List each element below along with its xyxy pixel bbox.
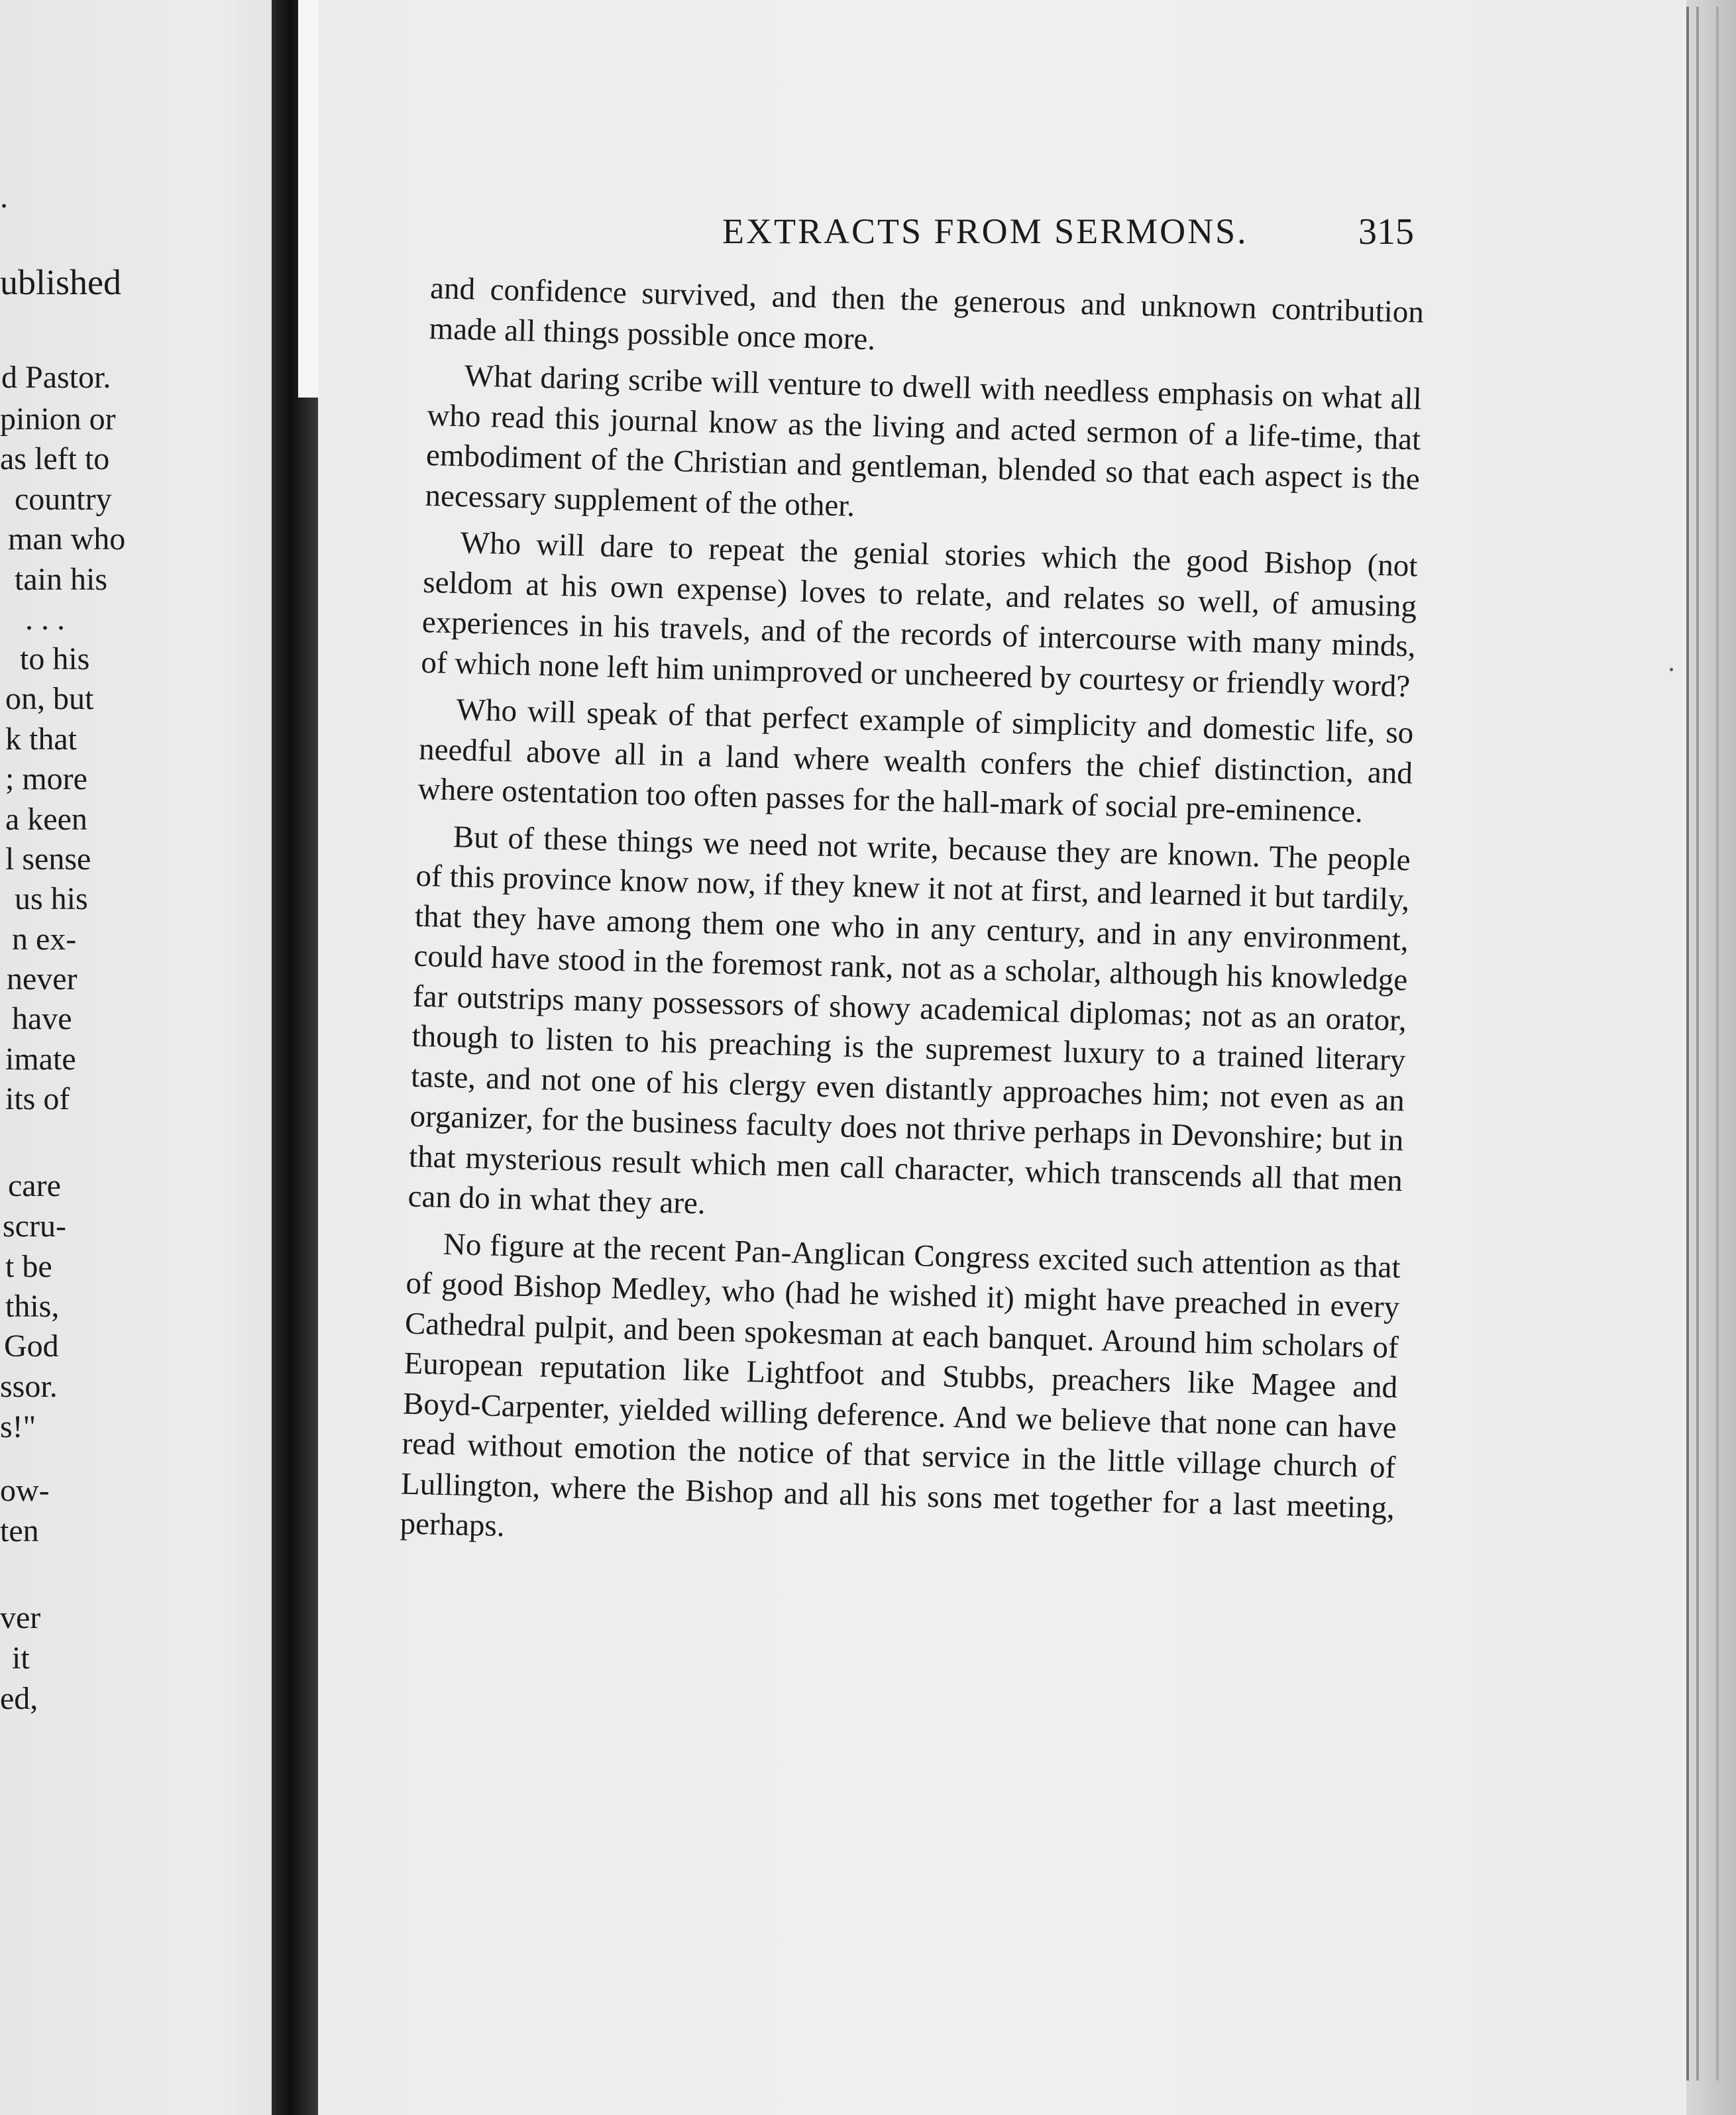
paragraph: But of these things we need not write, because they are known. The people of this province know now, if they knew it not at first, and learned it but tardily, that they have among them one who in any century, and in any environment, could have stood in the foremost rank, not as a scholar, although his knowledge far outstrips many possessors of showy academical diplomas; not as an orator, though to listen to his preaching is the supremest luxury to a trained literary taste, and not one of his clergy even distantly approaches him; not even as an organizer, for the business faculty does not thrive perhaps in Devonshire; but in that mysterious result which men call character, which transcends all that men can do in what they are.	[407, 819, 1411, 1221]
facing-page-fragment: ow-	[0, 1473, 50, 1508]
facing-page-fragment: n ex-	[12, 922, 77, 957]
facing-page-fragment: to his	[20, 641, 90, 677]
body-text	[400, 268, 1425, 1575]
facing-page-fragment: tain his	[15, 562, 107, 597]
facing-page-fragment: s!"	[0, 1409, 36, 1444]
running-head: EXTRACTS FROM SERMONS.	[722, 211, 1248, 251]
paragraph: and confidence survived, and then the generous and unknown contribution made all things possible once more.	[429, 270, 1425, 356]
paragraph: No figure at the recent Pan-Anglican Congress excited such attention as that of good Bishop Medley, who (had he wished it) might have preached in every Cathedral pulpit, and been spokesman at each banquet. Around him scholars of European reputation like Lightfoot and Stubbs, preachers like Magee and Boyd-Carpenter, yielded willing deference. And we believe that none can have read without emotion the notice of that service in the little village church of Lullington, where the Bishop and all his sons met together for a last meeting, perhaps.	[400, 1226, 1401, 1544]
facing-page-fragment: k that	[5, 722, 77, 757]
facing-page-fragment: man who	[8, 521, 126, 557]
facing-page-fragment: . . .	[25, 602, 65, 637]
paragraph: What daring scribe will venture to dwell with needless emphasis on what all who read this journal know as the living and acted sermon of a life-time, that embodiment of the Christian and gentleman, blended so that each aspect is the necessary supplement of the other.	[424, 358, 1423, 523]
facing-page-fragment: us his	[15, 881, 88, 916]
page-stack-edge	[1686, 0, 1736, 2115]
facing-page-fragment: have	[12, 1001, 72, 1036]
facing-page-fragment: country	[15, 482, 112, 517]
facing-page-fragment: ; more	[5, 761, 87, 796]
page-number: 315	[1358, 211, 1414, 252]
facing-page-fragment: ed,	[0, 1681, 38, 1716]
paragraph: Who will speak of that perfect example of simplicity and domestic life, so needful above all in a land where wealth confers the chief distinction, and where ostentation too often passes for the hall-mark of social pre-eminence.	[417, 692, 1414, 830]
facing-page-fragment: pinion or	[0, 402, 116, 437]
facing-page-fragment: l sense	[5, 841, 91, 877]
facing-page-fragment: imate	[5, 1042, 76, 1077]
facing-page-fragment: God	[4, 1329, 59, 1364]
facing-page-fragment: a keen	[5, 802, 87, 837]
facing-page-fragment: this,	[5, 1289, 60, 1324]
facing-page-fragment: ten	[0, 1513, 39, 1548]
facing-page-fragment: scru-	[3, 1209, 66, 1244]
facing-page-fragment: d Pastor.	[1, 360, 111, 395]
facing-page-fragment: its of	[5, 1081, 70, 1116]
facing-page-fragment: never	[7, 961, 78, 997]
torn-page-edge	[298, 0, 318, 398]
facing-page-fragment: as left to	[0, 441, 110, 476]
page-edge-line	[1716, 7, 1719, 2081]
ink-speck	[1670, 668, 1673, 671]
facing-page-fragment: ver	[0, 1600, 41, 1635]
facing-page	[0, 0, 311, 2115]
page-edge-line	[1696, 7, 1699, 2081]
facing-page-fragment: .	[0, 180, 8, 215]
facing-page-fragment: care	[8, 1168, 61, 1203]
page-edge-line	[1686, 7, 1689, 2081]
paragraph: Who will dare to repeat the genial stories which the good Bishop (not seldom at his own expense) loves to relate, and relates so well, of amusing experiences in his travels, and of the records of intercourse with many minds, of which none left him unimproved or uncheered by courtesy or friendly word?	[420, 525, 1419, 704]
facing-page-fragment: ssor.	[0, 1369, 58, 1404]
facing-page-fragment: it	[12, 1641, 30, 1676]
facing-page-fragment: t be	[5, 1249, 52, 1284]
facing-page-fragment: on, but	[5, 681, 94, 716]
facing-page-fragment: ublished	[0, 262, 121, 302]
